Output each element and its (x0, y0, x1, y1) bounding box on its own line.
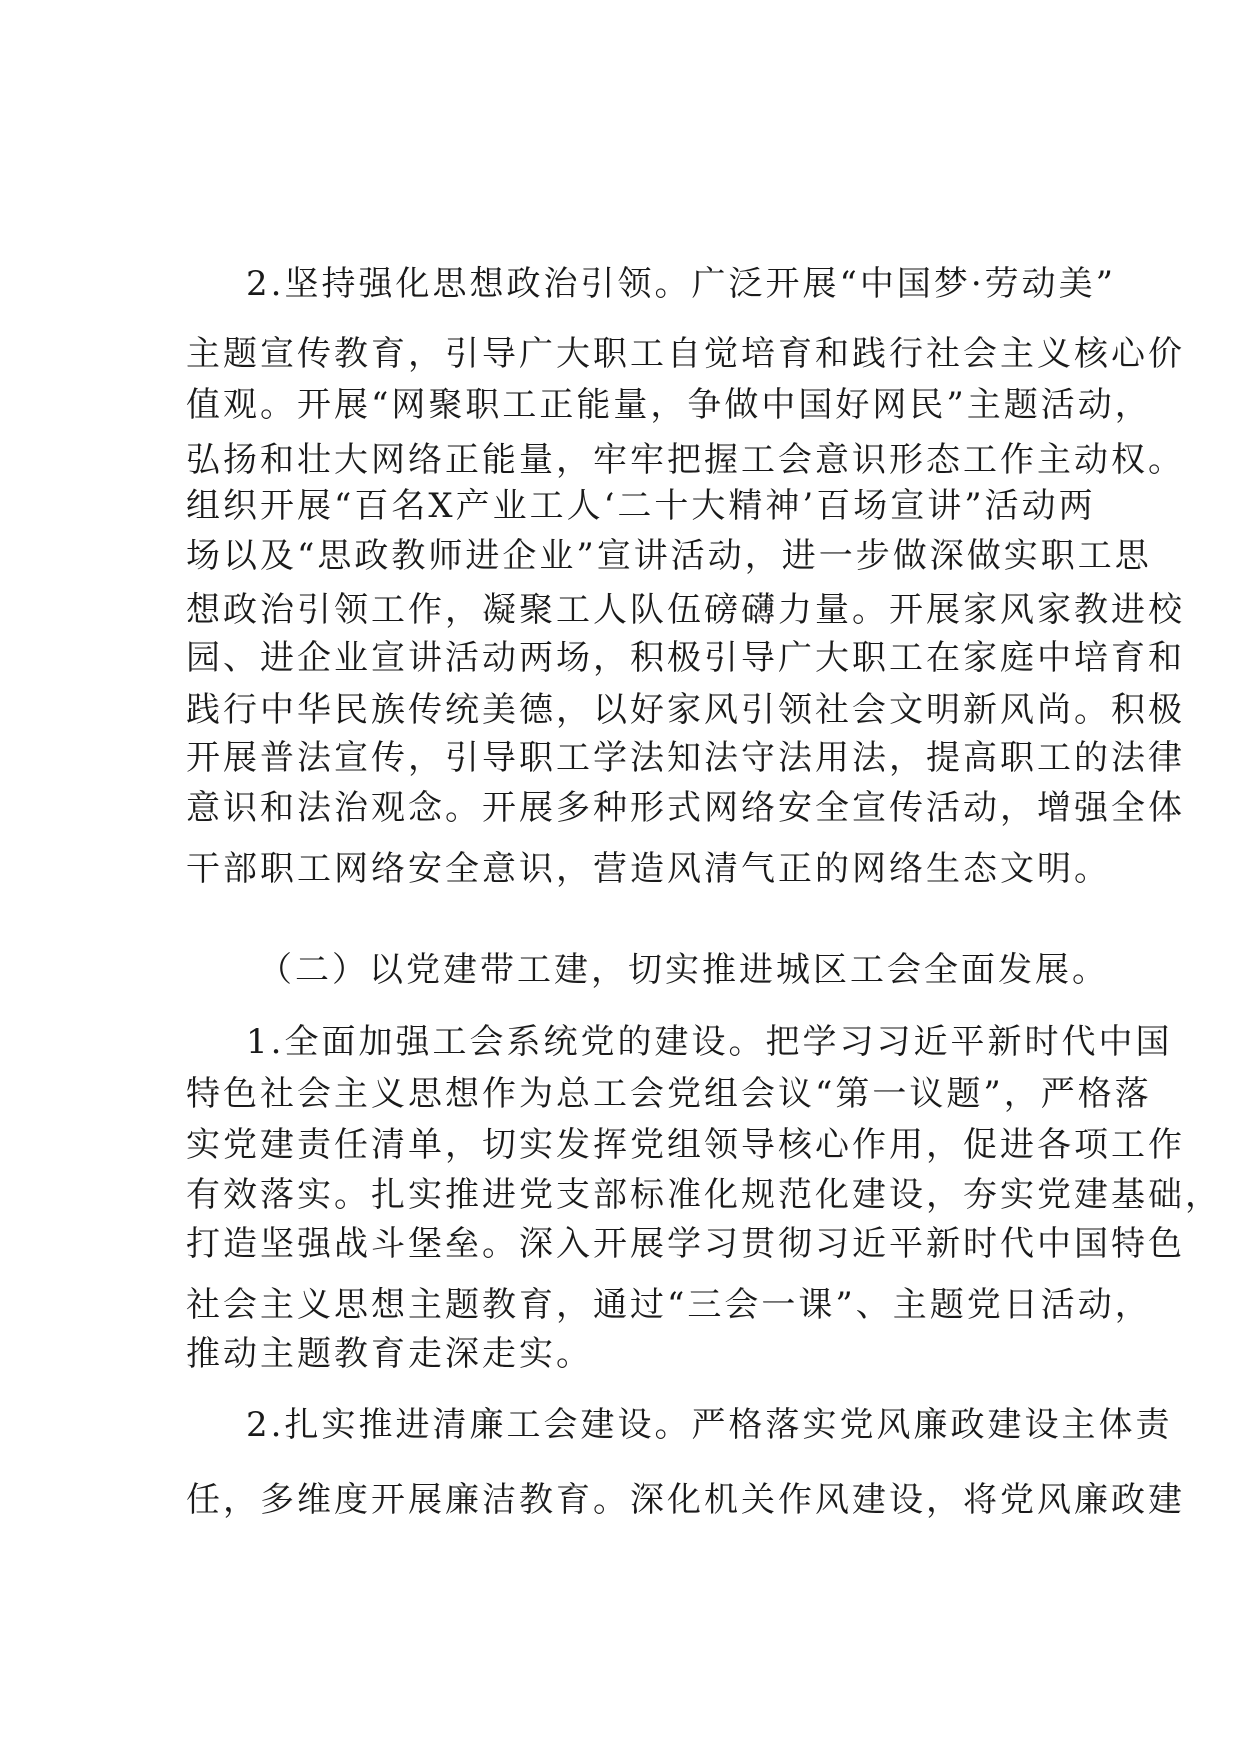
text-line: 特色社会主义思想作为总工会党组会议“第一议题”，严格落 (186, 1074, 1152, 1114)
text-line: 值观。开展“网聚职工正能量，争做中国好网民”主题活动， (186, 385, 1152, 425)
text-line: 践行中华民族传统美德，以好家风引领社会文明新风尚。积极 (186, 690, 1185, 730)
text-line: 实党建责任清单，切实发挥党组领导核心作用，促进各项工作 (186, 1125, 1185, 1165)
section-heading: （二）以党建带工建，切实推进城区工会全面发展。 (258, 950, 1109, 990)
text-line: 弘扬和壮大网络正能量，牢牢把握工会意识形态工作主动权。 (186, 440, 1185, 480)
text-line: 2.坚持强化思想政治引领。广泛开展“中国梦·劳动美” (246, 264, 1117, 304)
text-line: 推动主题教育走深走实。 (186, 1334, 593, 1374)
text-line: 2.扎实推进清廉工会建设。严格落实党风廉政建设主体责 (246, 1405, 1173, 1445)
text-line: 打造坚强战斗堡垒。深入开展学习贯彻习近平新时代中国特色 (186, 1224, 1185, 1264)
text-line: 1.全面加强工会系统党的建设。把学习习近平新时代中国 (246, 1022, 1173, 1062)
text-line: 想政治引领工作，凝聚工人队伍磅礴力量。开展家风家教进校 (186, 590, 1185, 630)
text-line: 园、进企业宣讲活动两场，积极引导广大职工在家庭中培育和 (186, 638, 1185, 678)
text-line: 组织开展“百名X产业工人‘二十大精神’百场宣讲”活动两 (186, 486, 1096, 526)
text-line: 任，多维度开展廉洁教育。深化机关作风建设，将党风廉政建 (186, 1480, 1185, 1520)
text-line: 有效落实。扎实推进党支部标准化规范化建设，夯实党建基础， (186, 1175, 1222, 1215)
text-line: 开展普法宣传，引导职工学法知法守法用法，提高职工的法律 (186, 738, 1185, 778)
text-line: 干部职工网络安全意识，营造风清气正的网络生态文明。 (186, 849, 1111, 889)
text-line: 主题宣传教育，引导广大职工自觉培育和践行社会主义核心价 (186, 334, 1185, 374)
text-line: 社会主义思想主题教育，通过“三会一课”、主题党日活动， (186, 1285, 1152, 1325)
text-line: 场以及“思政教师进企业”宣讲活动，进一步做深做实职工思 (186, 536, 1152, 576)
text-line: 意识和法治观念。开展多种形式网络安全宣传活动，增强全体 (186, 788, 1185, 828)
